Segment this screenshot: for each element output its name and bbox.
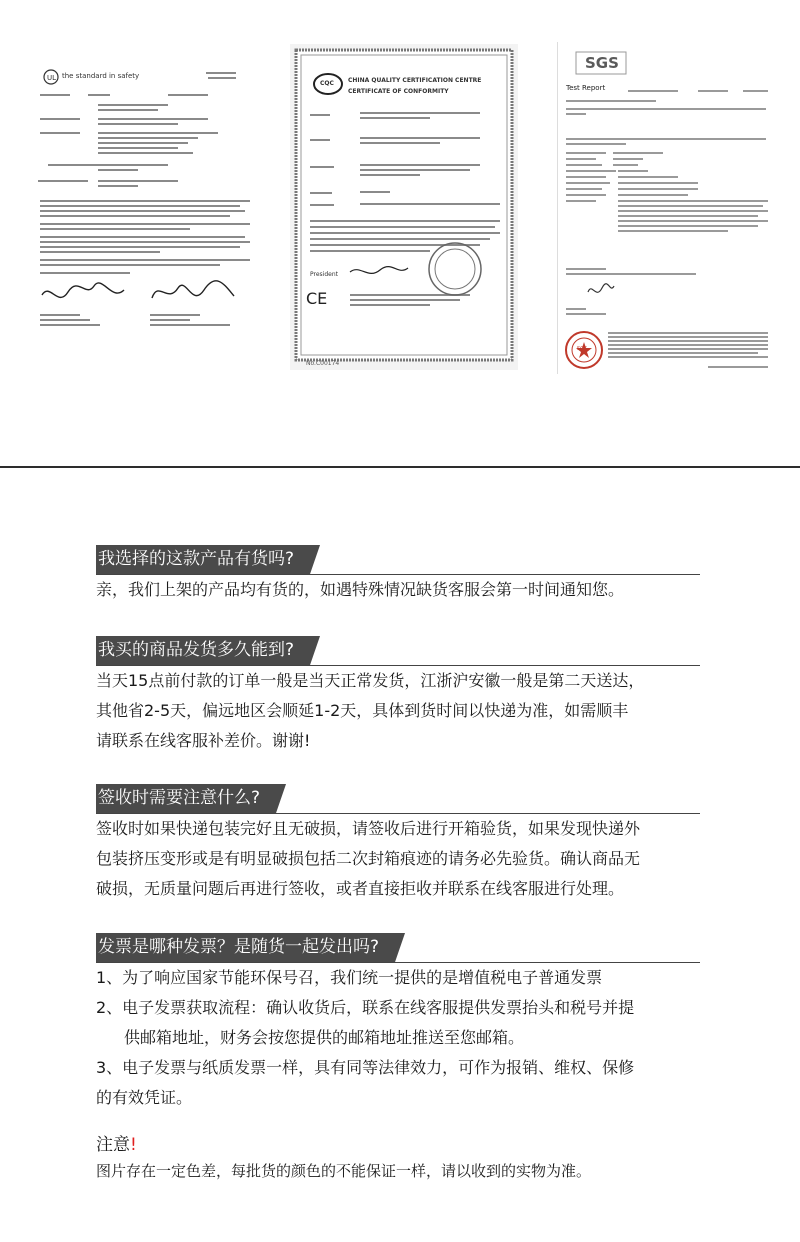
certificates-strip bbox=[0, 0, 800, 470]
faq-question-header bbox=[96, 545, 320, 574]
faq-question: 签收时需要注意什么? bbox=[98, 788, 261, 808]
faq-item-stock bbox=[96, 545, 736, 605]
faq-answer-line: 请联系在线客服补差价。谢谢! bbox=[96, 731, 311, 750]
sgs-stamp-text: SGS bbox=[577, 346, 588, 352]
note-title-text: 注意 bbox=[96, 1135, 130, 1155]
cqc-logo-text: CQC bbox=[320, 80, 334, 87]
sgs-signature bbox=[588, 284, 614, 293]
cqc-center-name: CHINA QUALITY CERTIFICATION CENTRE bbox=[348, 77, 482, 84]
faq-question: 我买的商品发货多久能到? bbox=[98, 640, 295, 660]
invoice-list-item-cont: 的有效凭证。 bbox=[96, 1088, 193, 1107]
faq-question-header bbox=[96, 933, 405, 962]
faq-question: 发票是哪种发票？是随货一起发出吗? bbox=[98, 937, 380, 957]
faq-question-header bbox=[96, 636, 320, 665]
section-divider bbox=[0, 466, 800, 468]
sgs-logo: SGS bbox=[585, 54, 619, 72]
sgs-report-title: Test Report bbox=[566, 84, 606, 92]
ul-brand-text: the standard in safety bbox=[62, 72, 140, 80]
invoice-list-item: 2、电子发票获取流程：确认收货后，联系在线客服提供发票抬头和税号并提 bbox=[96, 998, 635, 1017]
sgs-certificate-image bbox=[557, 42, 780, 374]
ul-certificate-image bbox=[28, 60, 260, 364]
invoice-list-item-cont: 供邮箱地址，财务会按您提供的邮箱地址推送至您邮箱。 bbox=[124, 1028, 525, 1047]
note-title bbox=[96, 1132, 736, 1158]
signature-right bbox=[152, 281, 234, 298]
faq-answer-line: 破损，无质量问题后再进行签收，或者直接拒收并联系在线客服进行处理。 bbox=[96, 879, 625, 898]
invoice-list-item: 3、电子发票与纸质发票一样，具有同等法律效力，可作为报销、维权、保修 bbox=[96, 1058, 635, 1077]
svg-text:President: President bbox=[310, 271, 338, 278]
ul-certificate-graphic bbox=[28, 60, 260, 364]
faq-question: 我选择的这款产品有货吗? bbox=[98, 549, 295, 569]
faq-item-signing bbox=[96, 784, 736, 904]
cqc-certificate-image bbox=[290, 44, 518, 370]
faq-answer-line: 其他省2-5天，偏远地区会顺延1-2天，具体到货时间以快递为准，如需顺丰 bbox=[96, 701, 629, 720]
svg-text:UL: UL bbox=[47, 74, 57, 82]
faq-answer-line: 当天15点前付款的订单一般是当天正常发货，江浙沪安徽一般是第二天送达， bbox=[96, 671, 645, 690]
note-section bbox=[96, 1132, 736, 1184]
note-exclamation: ! bbox=[130, 1135, 137, 1155]
faq-answer-line: 签收时如果快递包装完好且无破损，请签收后进行开箱验货，如果发现快递外 bbox=[96, 819, 641, 838]
faq-answer-line: 亲，我们上架的产品均有货的，如遇特殊情况缺货客服会第一时间通知您。 bbox=[96, 580, 625, 599]
invoice-list-item: 1、为了响应国家节能环保号召，我们统一提供的是增值税电子普通发票 bbox=[96, 968, 603, 987]
cqc-footer-code: No.C00174 bbox=[306, 360, 340, 367]
faq-item-shipping bbox=[96, 636, 736, 756]
faq-answer-line: 包装挤压变形或是有明显破损包括二次封箱痕迹的请务必先验货。确认商品无 bbox=[96, 849, 641, 868]
cqc-title: CERTIFICATE OF CONFORMITY bbox=[348, 88, 449, 95]
faq-question-header bbox=[96, 784, 286, 813]
ce-mark-icon: CE bbox=[306, 289, 328, 308]
note-text: 图片存在一定色差，每批货的颜色的不能保证一样，请以收到的实物为准。 bbox=[96, 1162, 592, 1180]
faq-item-invoice bbox=[96, 933, 736, 1113]
signature-left bbox=[42, 283, 124, 297]
